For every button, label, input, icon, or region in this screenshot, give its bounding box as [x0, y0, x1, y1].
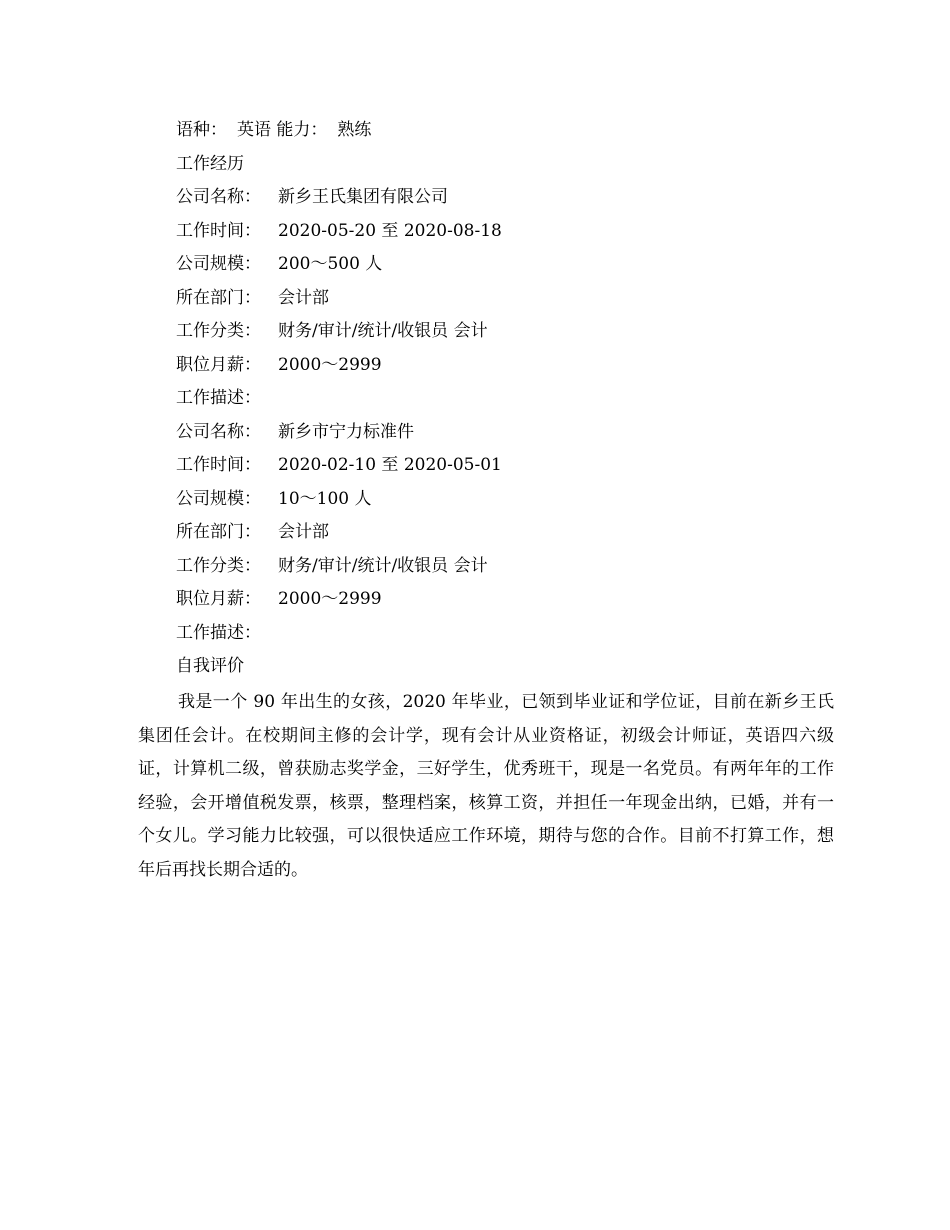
- salary-label: 职位月薪：: [176, 355, 261, 375]
- time-value: 2020-02-10 至 2020-05-01: [278, 455, 502, 475]
- ability-value: 熟练: [337, 120, 372, 140]
- job-company-row: [176, 187, 448, 207]
- category-label: 工作分类：: [176, 321, 261, 341]
- size-value: 10～100 人: [278, 489, 372, 509]
- category-value: 财务/审计/统计/收银员 会计: [278, 321, 488, 341]
- size-label: 公司规模：: [176, 489, 261, 509]
- language-row: [176, 120, 371, 140]
- desc-label: 工作描述：: [176, 388, 261, 408]
- desc-label: 工作描述：: [176, 623, 261, 643]
- dept-label: 所在部门：: [176, 288, 261, 308]
- time-label: 工作时间：: [176, 455, 261, 475]
- time-label: 工作时间：: [176, 221, 261, 241]
- language-value: 英语: [237, 120, 271, 140]
- job-desc-row: [176, 623, 261, 643]
- job-salary-row: [176, 589, 382, 609]
- company-label: 公司名称：: [176, 187, 261, 207]
- job-time-row: [176, 221, 502, 241]
- dept-value: 会计部: [278, 288, 329, 308]
- company-label: 公司名称：: [176, 422, 261, 442]
- job-dept-row: [176, 522, 329, 542]
- salary-value: 2000～2999: [278, 355, 382, 375]
- self-evaluation-text: 我是一个 90 年出生的女孩，2020 年毕业，已领到毕业证和学位证，目前在新乡王氏集团任会计。在校期间主修的会计学，现有会计从业资格证，初级会计师证，英语四六级证，计算机二级，曾获励志奖学金，三好学生，优秀班干，现是一名党员。有两年年的工作经验，会开增值税发票，核票，整理档案，核算工资，并担任一年现金出纳，已婚，并有一个女儿。学习能力比较强，可以很快适应工作环境，期待与您的合作。目前不打算工作，想年后再找长期合适的。: [138, 692, 834, 880]
- ability-label: 能力：: [276, 120, 328, 140]
- salary-label: 职位月薪：: [176, 589, 261, 609]
- size-value: 200～500 人: [278, 254, 383, 274]
- job-time-row: [176, 455, 502, 475]
- job-company-row: [176, 422, 414, 442]
- category-value: 财务/审计/统计/收银员 会计: [278, 556, 488, 576]
- size-label: 公司规模：: [176, 254, 261, 274]
- company-value: 新乡王氏集团有限公司: [278, 187, 448, 207]
- language-label: 语种：: [176, 120, 227, 140]
- dept-label: 所在部门：: [176, 522, 261, 542]
- self-evaluation-heading: 自我评价: [176, 656, 244, 676]
- job-salary-row: [176, 355, 382, 375]
- job-category-row: [176, 556, 488, 576]
- salary-value: 2000～2999: [278, 589, 382, 609]
- job-category-row: [176, 321, 488, 341]
- job-desc-row: [176, 388, 261, 408]
- company-value: 新乡市宁力标准件: [278, 422, 414, 442]
- time-value: 2020-05-20 至 2020-08-18: [278, 221, 502, 241]
- job-size-row: [176, 489, 371, 509]
- job-size-row: [176, 254, 382, 274]
- dept-value: 会计部: [278, 522, 329, 542]
- work-history-heading: 工作经历: [176, 154, 244, 174]
- job-dept-row: [176, 288, 329, 308]
- category-label: 工作分类：: [176, 556, 261, 576]
